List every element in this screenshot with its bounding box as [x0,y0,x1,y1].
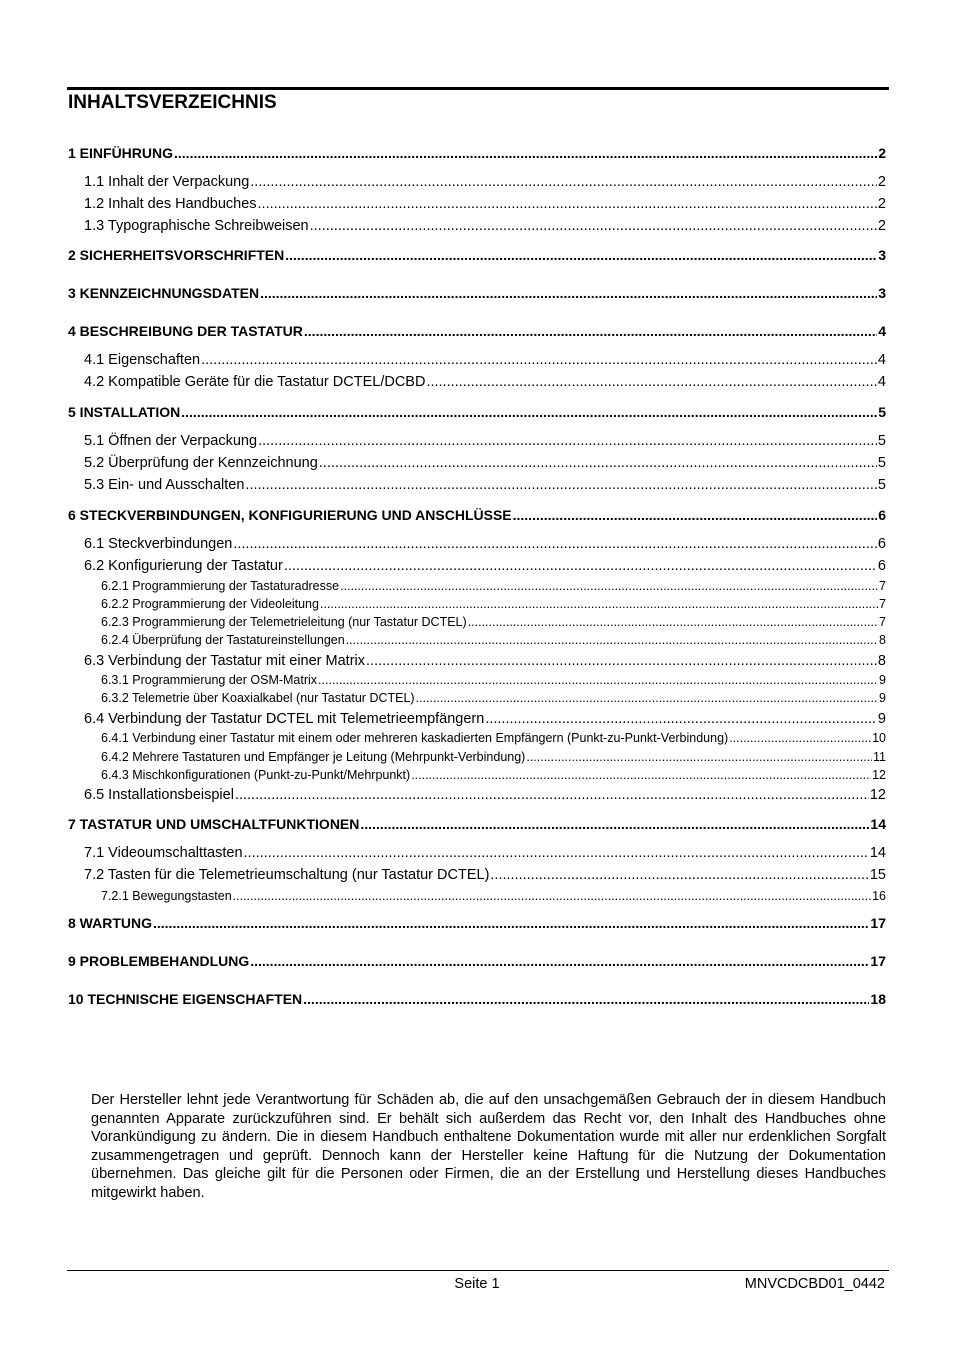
toc-entry[interactable] [84,374,886,390]
toc-entry-page: 7 [879,615,886,629]
toc-dot-leader [258,196,877,212]
toc-entry-title: 6 STECKVERBINDUNGEN, KONFIGURIERUNG UND ANSCHLÜSSE [68,507,512,523]
toc-dot-leader [340,579,878,593]
toc-entry[interactable] [84,218,886,234]
toc-entry[interactable] [68,507,886,523]
toc-entry[interactable] [101,889,886,903]
toc-entry-page: 9 [879,691,886,705]
toc-dot-leader [320,597,878,611]
toc-entry[interactable] [84,711,886,727]
toc-entry[interactable] [84,174,886,190]
toc-entry[interactable] [101,633,886,647]
toc-entry-title: 7.2 Tasten für die Telemetrieumschaltung (nur Tastatur DCTEL) [84,867,490,883]
toc-entry-page: 17 [870,953,886,969]
toc-dot-leader [411,768,871,782]
toc-entry-title: 1.1 Inhalt der Verpackung [84,174,250,190]
toc-entry[interactable] [68,953,886,969]
toc-entry-page: 9 [877,711,886,727]
toc-dot-leader [526,750,872,764]
footer-page-number: Seite 1 [454,1276,500,1292]
toc-dot-leader [201,352,877,368]
toc-entry[interactable] [101,691,886,705]
toc-entry-page: 6 [877,558,886,574]
toc-entry-title: 9 PROBLEMBEHANDLUNG [68,953,250,969]
toc-entry-page: 5 [877,455,886,471]
toc-entry-title: 5.2 Überprüfung der Kennzeichnung [84,455,318,471]
disclaimer-text: Der Hersteller lehnt jede Verantwortung für Schäden ab, die auf den unsachgemäßen Gebrauch der in diesem Handbuch genannten Apparate zurückzuführen sind. Er behält sich außerdem das Recht vor, den Inhalt des Handbuches ohne Vorankündigung zu ändern. Die in diesem Handbuch enthaltene Dokumentation wurde mit aller nur erdenklichen Sorgfalt zusammengetragen und geprüft. Dennoch kann der Hersteller keine Haftung für die Nutzung der Dokumentation übernehmen. Das gleiche gilt für die Personen oder Firmen, die an der Erstellung und Herstellung dieses Handbuches mitgewirkt haben. [91,1092,886,1201]
toc-entry-title: 6.2 Konfigurierung der Tastatur [84,558,283,574]
toc-entry-page: 7 [879,597,886,611]
toc-dot-leader [250,953,869,969]
toc-entry-title: 7.1 Videoumschalttasten [84,845,243,861]
toc-entry-title: 5.1 Öffnen der Verpackung [84,433,258,449]
toc-entry-title: 8 WARTUNG [68,915,152,931]
toc-entry-page: 8 [879,633,886,647]
toc-entry-title: 6.4.3 Mischkonfigurationen (Punkt-zu-Punkt/Mehrpunkt) [101,768,411,782]
toc-dot-leader [233,536,877,552]
page-title: INHALTSVERZEICHNIS [68,92,277,113]
toc-entry[interactable] [101,750,886,764]
toc-entry-title: 6.4.1 Verbindung einer Tastatur mit einem oder mehreren kaskadierten Empfängern (Punkt-zu-Punkt-Verbindung) [101,731,729,745]
toc-entry[interactable] [68,145,886,161]
toc-entry[interactable] [84,352,886,368]
toc-entry-title: 6.3 Verbindung der Tastatur mit einer Matrix [84,653,366,669]
top-rule [67,87,889,90]
toc-entry-title: 5 INSTALLATION [68,404,181,420]
toc-entry-title: 7.2.1 Bewegungstasten [101,889,232,903]
toc-entry-title: 4.1 Eigenschaften [84,352,201,368]
toc-entry[interactable] [84,455,886,471]
toc-dot-leader [426,374,876,390]
toc-entry[interactable] [101,597,886,611]
toc-entry[interactable] [101,731,886,745]
toc-dot-leader [244,845,869,861]
toc-entry[interactable] [84,536,886,552]
toc-entry-title: 6.2.1 Programmierung der Tastaturadresse [101,579,340,593]
toc-entry[interactable] [84,845,886,861]
toc-entry-page: 18 [870,991,886,1007]
toc-entry-title: 5.3 Ein- und Ausschalten [84,477,245,493]
toc-entry-page: 5 [878,404,886,420]
toc-entry-page: 11 [873,750,886,764]
toc-entry-title: 1 EINFÜHRUNG [68,145,174,161]
toc-entry[interactable] [101,768,886,782]
toc-entry-title: 4 BESCHREIBUNG DER TASTATUR [68,323,303,339]
toc-entry-page: 12 [872,768,886,782]
toc-dot-leader [303,991,869,1007]
toc-entry-title: 10 TECHNISCHE EIGENSCHAFTEN [68,991,303,1007]
toc-entry-page: 9 [879,673,886,687]
toc-entry[interactable] [68,816,886,832]
toc-entry-page: 4 [877,374,886,390]
toc-dot-leader [366,653,877,669]
toc-entry-title: 6.2.3 Programmierung der Telemetrieleitung (nur Tastatur DCTEL) [101,615,467,629]
toc-entry-title: 6.2.2 Programmierung der Videoleitung [101,597,319,611]
toc-entry[interactable] [84,433,886,449]
toc-dot-leader [310,218,877,234]
toc-entry[interactable] [84,196,886,212]
toc-dot-leader [416,691,878,705]
toc-entry-page: 2 [877,218,886,234]
toc-dot-leader [319,455,877,471]
toc-entry-page: 5 [877,477,886,493]
toc-entry[interactable] [84,653,886,669]
toc-entry-title: 4.2 Kompatible Geräte für die Tastatur DCTEL/DCBD [84,374,426,390]
toc-entry-page: 3 [878,247,886,263]
toc-entry[interactable] [101,615,886,629]
toc-entry-page: 15 [869,867,886,883]
toc-entry[interactable] [68,247,886,263]
toc-dot-leader [284,558,877,574]
toc-dot-leader [258,433,877,449]
toc-dot-leader [729,731,871,745]
footer-document-code: MNVCDCBD01_0442 [744,1276,885,1292]
toc-entry-title: 6.5 Installationsbeispiel [84,787,234,803]
toc-dot-leader [490,867,868,883]
toc-entry[interactable] [68,323,886,339]
toc-dot-leader [468,615,878,629]
toc-dot-leader [485,711,877,727]
toc-dot-leader [285,247,877,263]
toc-dot-leader [245,477,877,493]
toc-entry[interactable] [84,558,886,574]
toc-entry[interactable] [68,991,886,1007]
toc-entry-page: 4 [878,323,886,339]
toc-dot-leader [181,404,877,420]
toc-entry[interactable] [84,477,886,493]
toc-entry[interactable] [84,867,886,883]
toc-entry-title: 6.2.4 Überprüfung der Tastatureinstellungen [101,633,345,647]
toc-entry-title: 1.3 Typographische Schreibweisen [84,218,309,234]
toc-entry-page: 3 [878,285,886,301]
toc-entry-page: 2 [877,174,886,190]
toc-dot-leader [360,816,869,832]
toc-entry-page: 2 [878,145,886,161]
toc-dot-leader [235,787,869,803]
toc-entry-title: 6.4.2 Mehrere Tastaturen und Empfänger je Leitung (Mehrpunkt-Verbindung) [101,750,526,764]
toc-entry-title: 3 KENNZEICHNUNGSDATEN [68,285,260,301]
toc-entry[interactable] [84,787,886,803]
toc-dot-leader [318,673,878,687]
toc-entry-page: 4 [877,352,886,368]
toc-entry[interactable] [68,404,886,420]
toc-dot-leader [346,633,878,647]
toc-entry-title: 6.3.1 Programmierung der OSM-Matrix [101,673,318,687]
toc-dot-leader [304,323,877,339]
toc-entry-page: 14 [870,816,886,832]
toc-entry-page: 8 [877,653,886,669]
toc-entry-page: 16 [872,889,886,903]
bottom-rule [67,1270,889,1271]
toc-entry-page: 5 [877,433,886,449]
toc-entry-title: 7 TASTATUR UND UMSCHALTFUNKTIONEN [68,816,360,832]
toc-entry-page: 14 [869,845,886,861]
toc-dot-leader [250,174,877,190]
toc-dot-leader [233,889,871,903]
toc-dot-leader [260,285,877,301]
toc-entry-page: 6 [878,507,886,523]
toc-entry-title: 6.4 Verbindung der Tastatur DCTEL mit Telemetrieempfängern [84,711,485,727]
toc-entry[interactable] [101,579,886,593]
toc-entry-page: 12 [869,787,886,803]
toc-entry-title: 2 SICHERHEITSVORSCHRIFTEN [68,247,285,263]
toc-entry[interactable] [101,673,886,687]
toc-entry[interactable] [68,915,886,931]
toc-entry-page: 17 [870,915,886,931]
toc-entry-page: 7 [879,579,886,593]
toc-dot-leader [513,507,878,523]
toc-entry-title: 6.1 Steckverbindungen [84,536,233,552]
toc-entry-title: 1.2 Inhalt des Handbuches [84,196,257,212]
toc-dot-leader [153,915,869,931]
toc-entry-page: 10 [872,731,886,745]
toc-entry-title: 6.3.2 Telemetrie über Koaxialkabel (nur Tastatur DCTEL) [101,691,415,705]
toc-dot-leader [174,145,877,161]
toc-entry-page: 2 [877,196,886,212]
toc-entry-page: 6 [877,536,886,552]
toc-entry[interactable] [68,285,886,301]
